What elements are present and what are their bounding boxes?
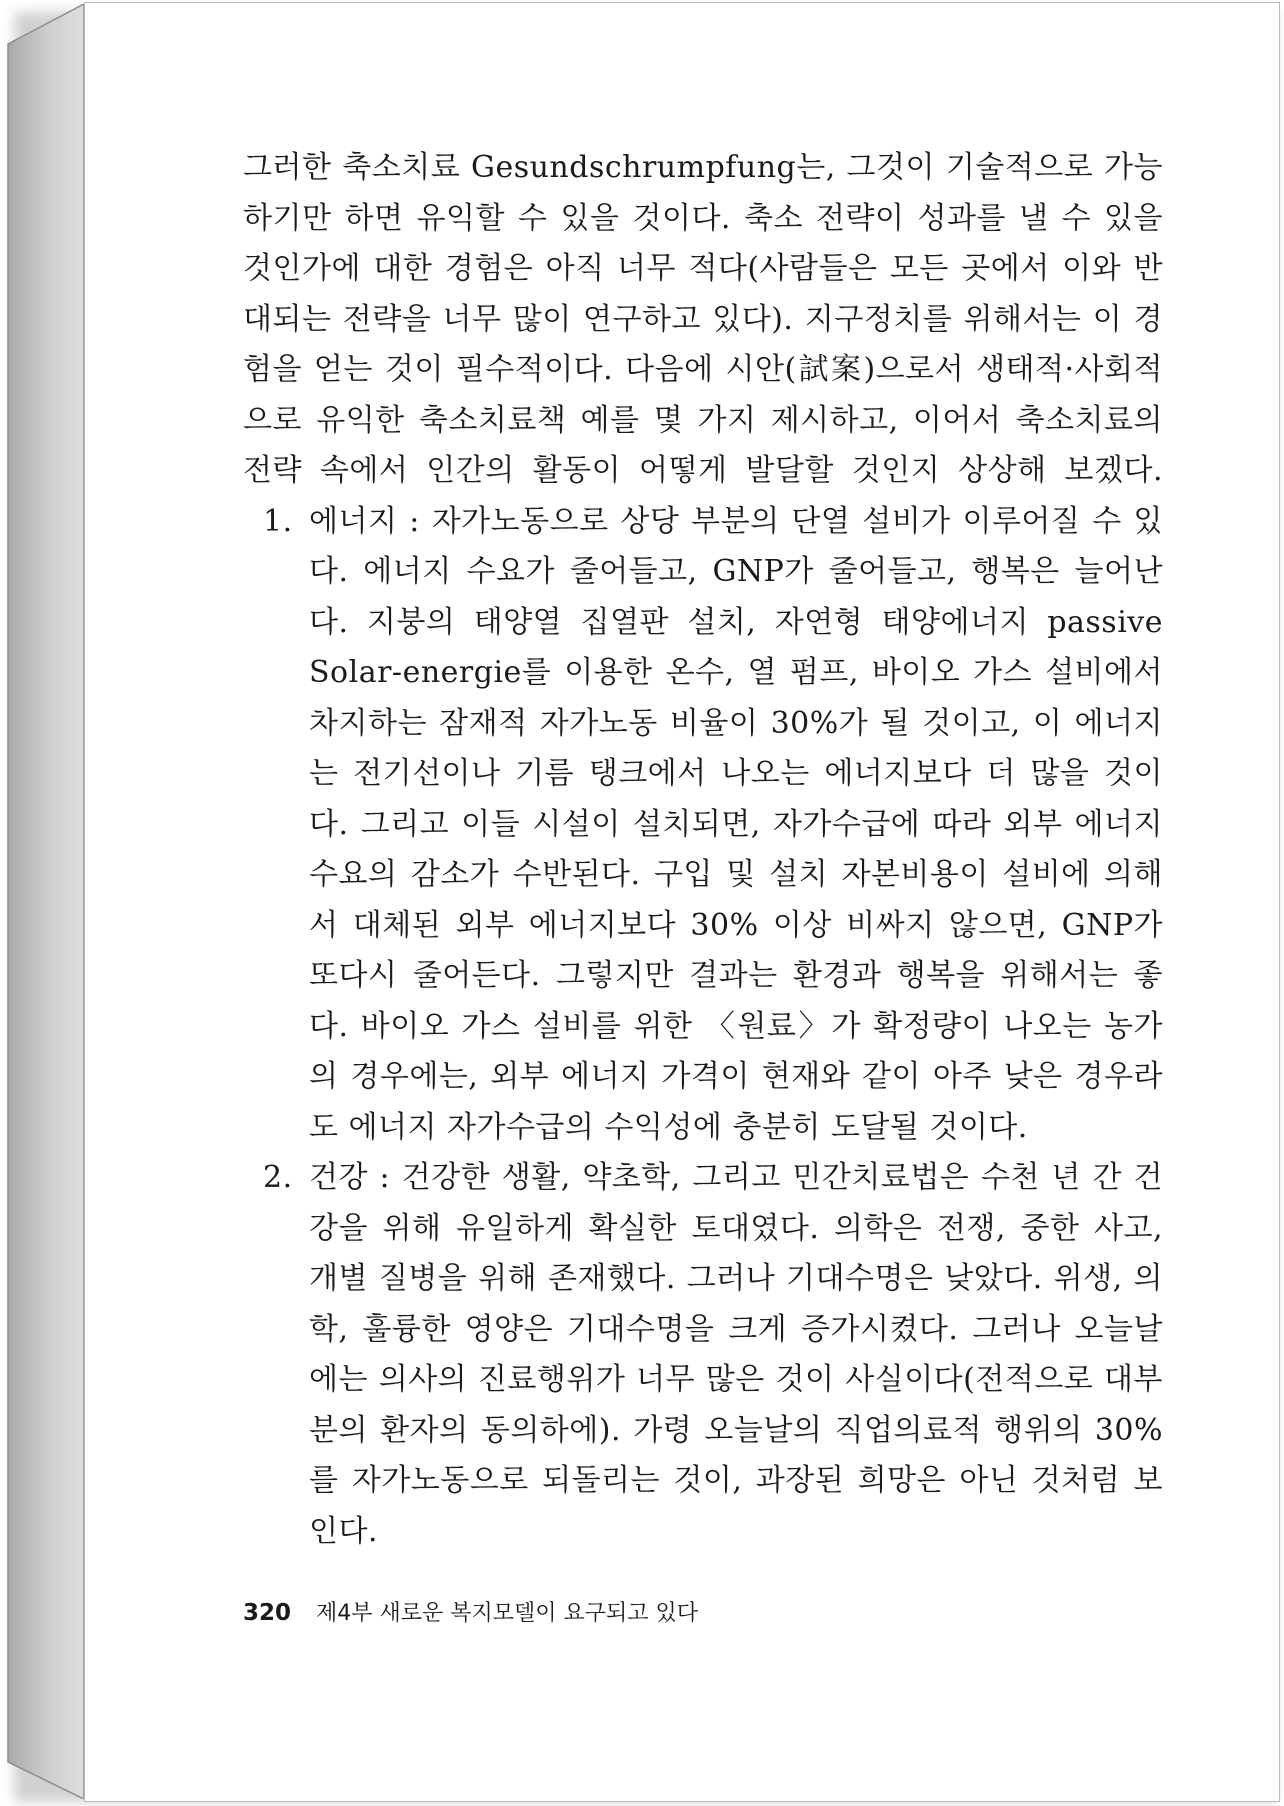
intro-paragraph: 그러한 축소치료 Gesundschrumpfung는, 그것이 기술적으로 가능하기만 하면 유익할 수 있을 것이다. 축소 전략이 성과를 낼 수 있을 것인가에 대한 경험은 아직 너무 적다(사람들은 모든 곳에서 이와 반대되는 전략을 너무 많이 연구하고 있다). 지구정치를 위해서는 이 경험을 얻는 것이 필수적이다. 다음에 시안(試案)으로서 생태적·사회적으로 유익한 축소치료책 예를 몇 가지 제시하고, 이어서 축소치료의 전략 속에서 인간의 활동이 어떻게 발달할 것인지 상상해 보겠다. (243, 150, 1163, 488)
page-footer (243, 1596, 698, 1627)
list-item-text: 에너지 : 자가노동으로 상당 부분의 단열 설비가 이루어질 수 있다. 에너지 수요가 줄어들고, GNP가 줄어들고, 행복은 늘어난다. 지붕의 태양열 집열판 설치, 자연형 태양에너지 passive Solar-energie를 이용한 온수, 열 펌프, 바이오 가스 설비에서 차지하는 잠재적 자가노동 비율이 30%가 될 것이고, 이 에너지는 전기선이나 기름 탱크에서 나오는 에너지보다 더 많을 것이다. 그리고 이들 시설이 설치되면, 자가수급에 따라 외부 에너지 수요의 감소가 수반된다. 구입 및 설치 자본비용이 설비에 의해서 대체된 외부 에너지보다 30% 이상 비싸지 않으면, GNP가 또다시 줄어든다. 그렇지만 결과는 환경과 행복을 위해서는 좋다. 바이오 가스 설비를 위한 〈원료〉가 확정량이 나오는 농가의 경우에는, 외부 에너지 가격이 현재와 같이 아주 낮은 경우라도 에너지 자가수급의 수익성에 충분히 도달될 것이다. (309, 503, 1163, 1145)
list-item-health (243, 1153, 1163, 1557)
list-number: 1. (263, 503, 293, 539)
list-number: 2. (263, 1160, 293, 1195)
numbered-list (243, 497, 1163, 1558)
book-page (84, 2, 1280, 1802)
book-spine (6, 4, 90, 1799)
running-head: 제4부 새로운 복지모델이 요구되고 있다 (316, 1601, 699, 1626)
page-number: 320 (243, 1600, 292, 1626)
page-body (243, 143, 1163, 1557)
list-item-text: 건강 : 건강한 생활, 약초학, 그리고 민간치료법은 수천 년 간 건강을 위해 유일하게 확실한 토대였다. 의학은 전쟁, 중한 사고, 개별 질병을 위해 존재했다. 그러나 기대수명은 낮았다. 위생, 의학, 훌륭한 영양은 기대수명을 크게 증가시켰다. 그러나 오늘날에는 의사의 진료행위가 너무 많은 것이 사실이다(전적으로 대부분의 환자의 동의하에). 가령 오늘날의 직업의료적 행위의 30%를 자가노동으로 되돌리는 것이, 과장된 희망은 아닌 것처럼 보인다. (309, 1160, 1163, 1549)
list-item-energy (243, 497, 1163, 1154)
